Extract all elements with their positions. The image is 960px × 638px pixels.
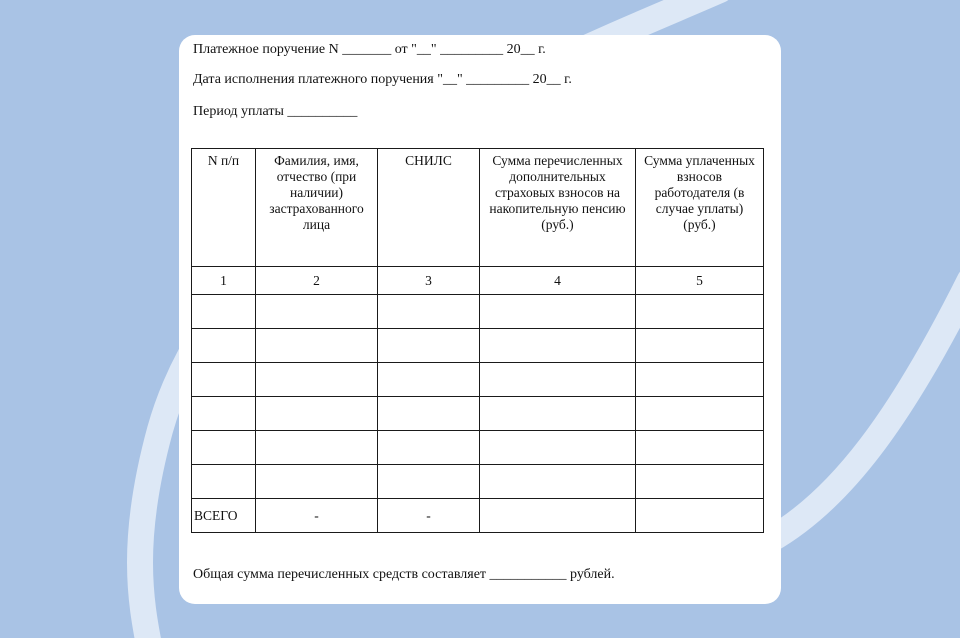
table-cell — [636, 431, 764, 465]
table-cell — [480, 431, 636, 465]
table-cell — [256, 295, 378, 329]
payment-order-line: Платежное поручение N _______ от "__" _________ 20__ г. — [193, 42, 546, 57]
total-cell — [480, 499, 636, 533]
table-cell — [256, 431, 378, 465]
total-cell — [636, 499, 764, 533]
table-cell — [256, 465, 378, 499]
table-row — [192, 295, 764, 329]
column-number: 5 — [636, 267, 764, 295]
table-cell — [256, 397, 378, 431]
table-cell — [192, 295, 256, 329]
table-cell — [636, 363, 764, 397]
column-number: 3 — [378, 267, 480, 295]
table-cell — [636, 397, 764, 431]
total-cell: - — [256, 499, 378, 533]
table-row — [192, 363, 764, 397]
table-cell — [256, 329, 378, 363]
contributions-table — [191, 148, 764, 533]
total-cell: - — [378, 499, 480, 533]
table-cell — [192, 329, 256, 363]
header-number: N п/п — [192, 149, 256, 267]
column-number: 4 — [480, 267, 636, 295]
table-cell — [378, 397, 480, 431]
total-sum-line: Общая сумма перечисленных средств составляет ___________ рублей. — [193, 567, 615, 582]
column-number: 2 — [256, 267, 378, 295]
table-cell — [192, 397, 256, 431]
header-transferred-amount: Сумма перечисленных дополнительных страховых взносов на накопительную пенсию (руб.) — [480, 149, 636, 267]
total-row — [192, 499, 764, 533]
payment-period-line: Период уплаты __________ — [193, 104, 358, 119]
total-label: ВСЕГО — [192, 499, 256, 533]
table-cell — [636, 329, 764, 363]
table-cell — [378, 363, 480, 397]
table-cell — [480, 295, 636, 329]
table-row — [192, 431, 764, 465]
table-cell — [192, 431, 256, 465]
table-cell — [378, 295, 480, 329]
header-snils: СНИЛС — [378, 149, 480, 267]
table-cell — [378, 465, 480, 499]
column-numbers-row — [192, 267, 764, 295]
table-cell — [636, 465, 764, 499]
table-cell — [378, 329, 480, 363]
table-header-row — [192, 149, 764, 267]
header-full-name: Фамилия, имя, отчество (при наличии) застрахованного лица — [256, 149, 378, 267]
execution-date-line: Дата исполнения платежного поручения "__" _________ 20__ г. — [193, 72, 572, 87]
table-row — [192, 397, 764, 431]
table-row — [192, 465, 764, 499]
document-card — [179, 35, 781, 604]
table-cell — [480, 329, 636, 363]
table-cell — [192, 465, 256, 499]
table-cell — [480, 397, 636, 431]
table-cell — [636, 295, 764, 329]
column-number: 1 — [192, 267, 256, 295]
table-cell — [378, 431, 480, 465]
table-cell — [256, 363, 378, 397]
table-row — [192, 329, 764, 363]
table-cell — [480, 363, 636, 397]
table-cell — [192, 363, 256, 397]
header-employer-amount: Сумма уплаченных взносов работодателя (в случае уплаты) (руб.) — [636, 149, 764, 267]
table-cell — [480, 465, 636, 499]
